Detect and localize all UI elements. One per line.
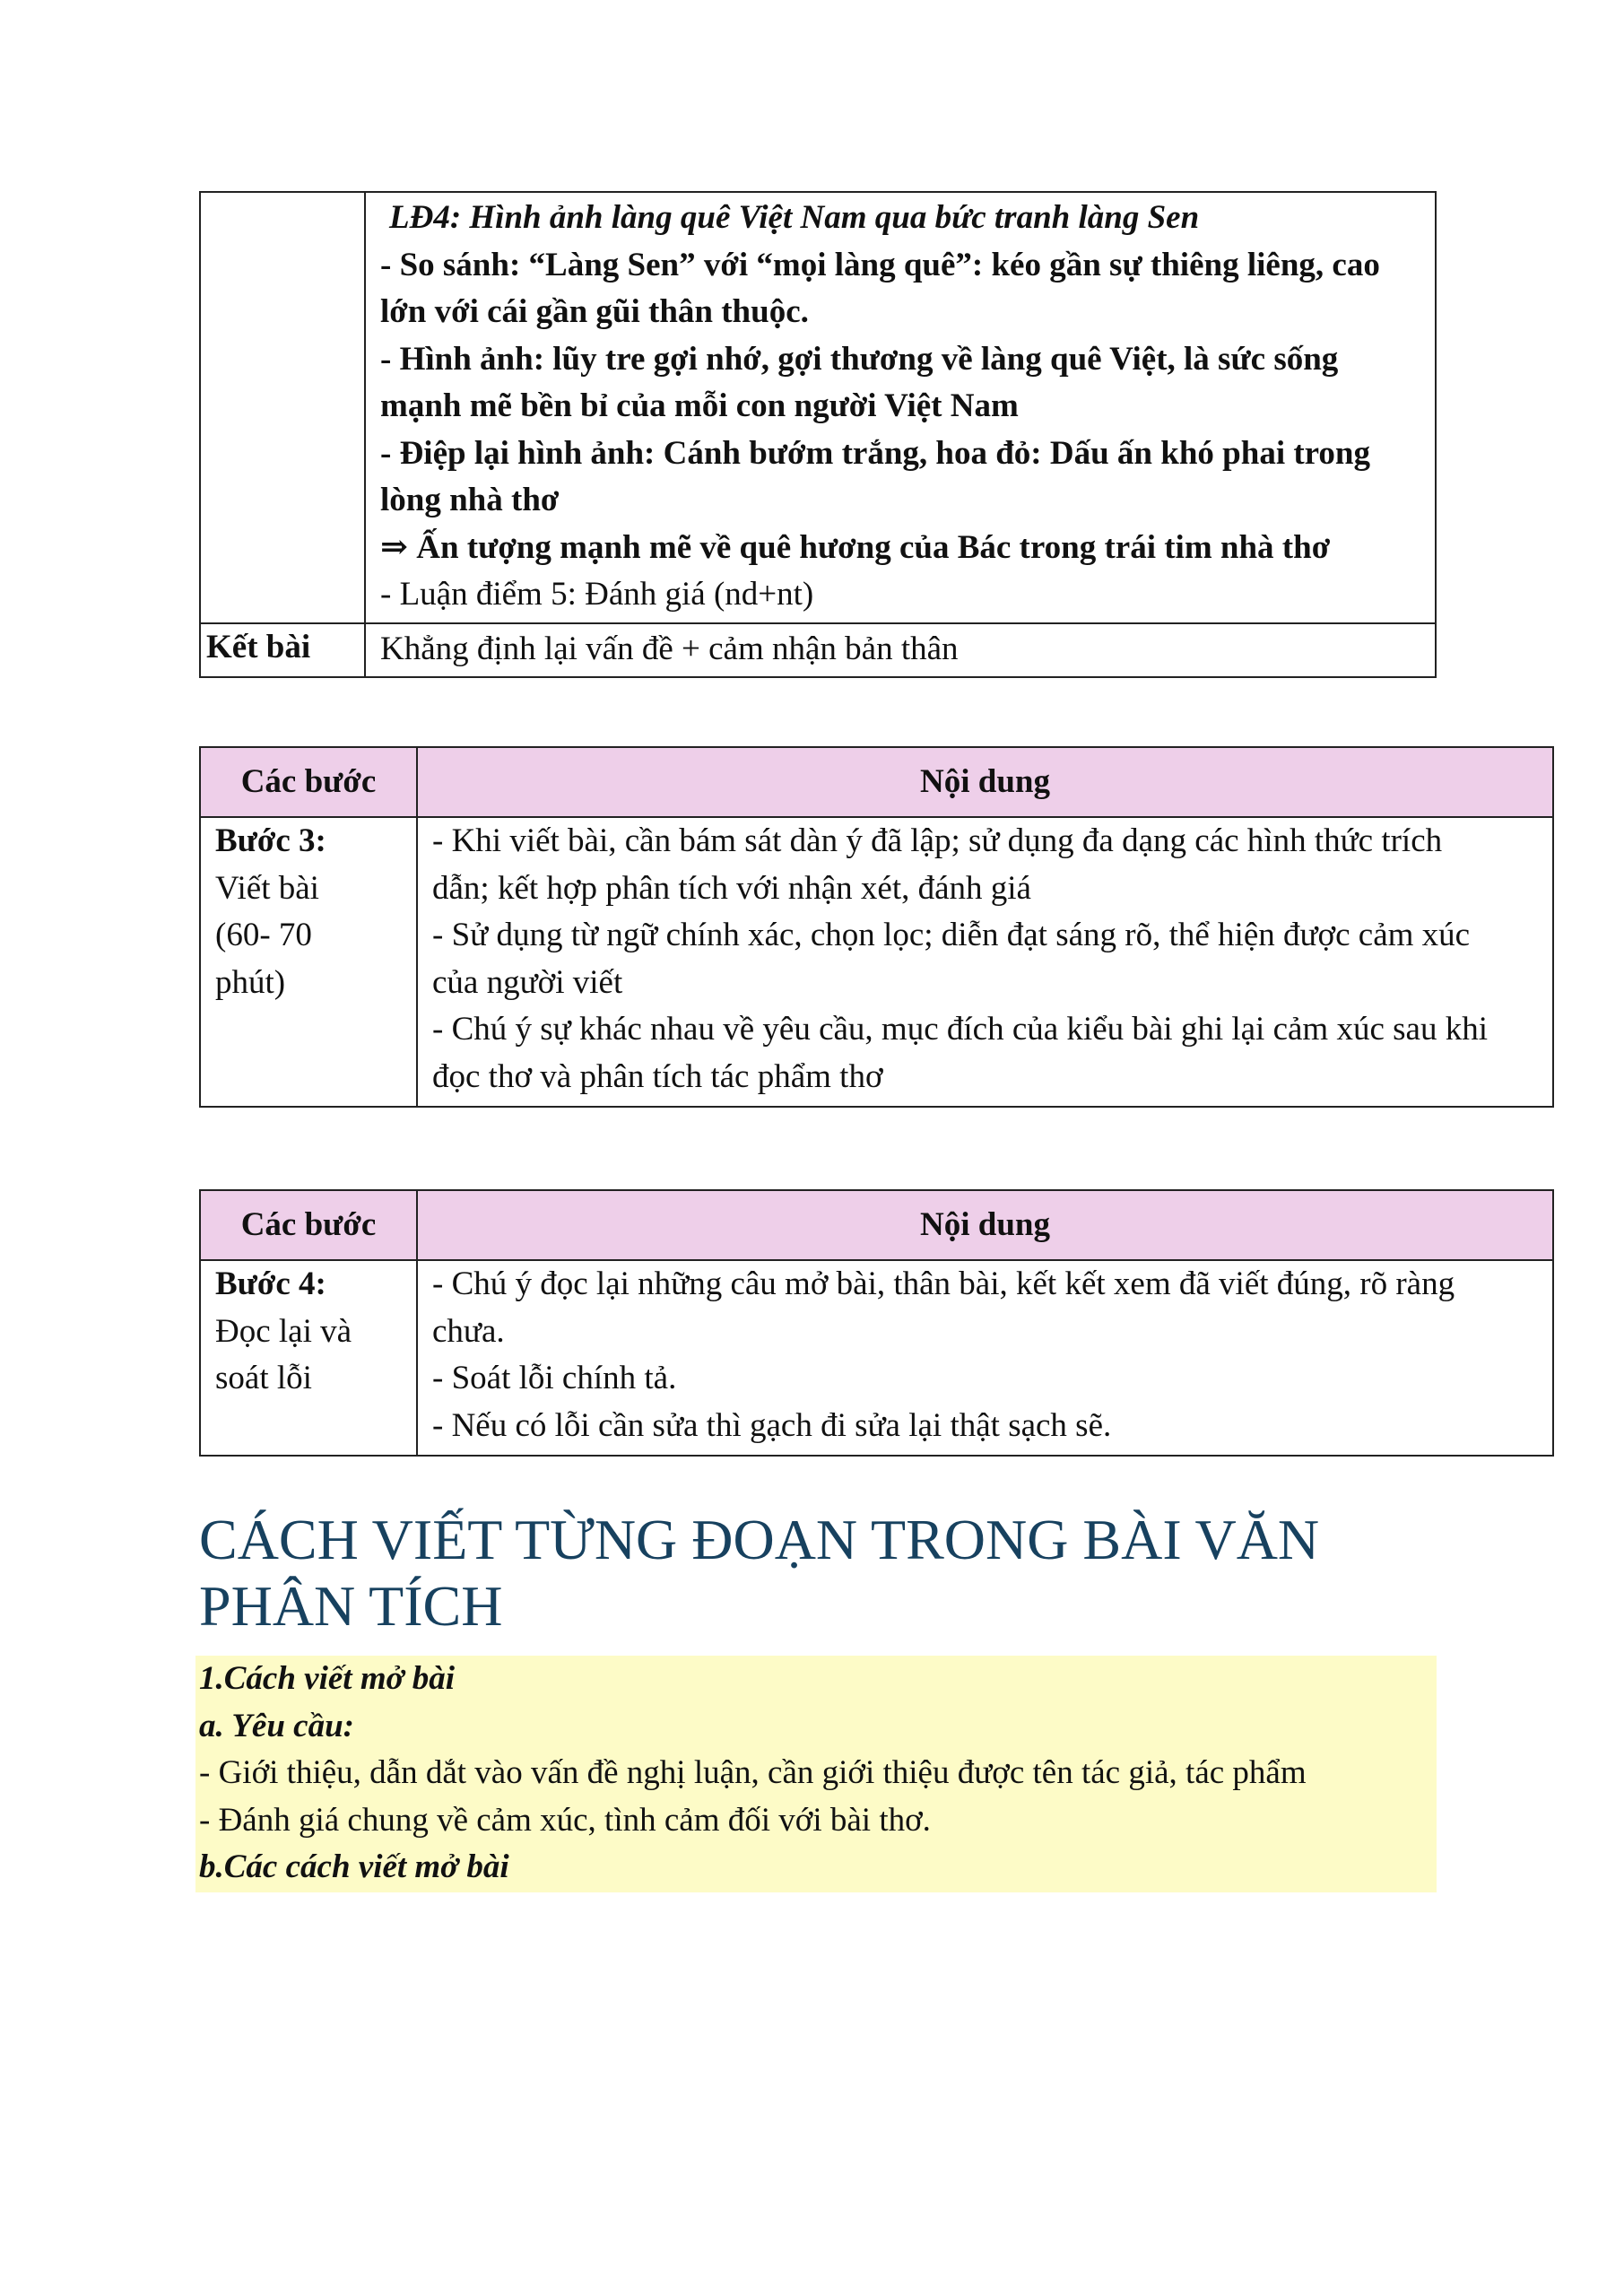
column-header: Các bước xyxy=(200,1190,417,1260)
step-title: Bước 3: xyxy=(215,822,326,859)
outline-table xyxy=(199,191,1437,678)
content-line: - Nếu có lỗi cần sửa thì gạch đi sửa lại thật sạch sẽ. xyxy=(432,1406,1112,1444)
content-line: - Chú ý sự khác nhau về yêu cầu, mục đích của kiểu bài ghi lại cảm xúc sau khi xyxy=(432,1011,1488,1048)
table-row xyxy=(200,623,1436,678)
list-item: - Đánh giá chung về cảm xúc, tình cảm đối với bài thơ. xyxy=(199,1801,931,1839)
argument-title: LĐ4: Hình ảnh làng quê Việt Nam qua bức tranh làng Sen xyxy=(389,199,1200,236)
table-cell-label xyxy=(200,192,365,623)
steps-table-4 xyxy=(199,1189,1554,1457)
step-cell xyxy=(200,817,417,1107)
table-row xyxy=(200,817,1553,1107)
column-header: Nội dung xyxy=(417,1190,1553,1260)
content-cell xyxy=(417,1260,1553,1456)
content-line: - Khi viết bài, cần bám sát dàn ý đã lập; sử dụng đa dạng các hình thức trích xyxy=(432,822,1443,859)
step-title: Bước 4: xyxy=(215,1265,326,1302)
subsection-title: 1.Cách viết mở bài xyxy=(199,1660,455,1697)
step-line: phút) xyxy=(215,963,286,1001)
steps-table-3 xyxy=(199,746,1554,1108)
table-header-row xyxy=(200,1190,1553,1260)
content-line: - So sánh: “Làng Sen” với “mọi làng quê”: kéo gần sự thiêng liêng, cao xyxy=(380,246,1380,283)
step-line: Đọc lại và xyxy=(215,1312,352,1350)
content-line: - Soát lỗi chính tả. xyxy=(432,1360,677,1396)
content-line: dẫn; kết hợp phân tích với nhận xét, đánh giá xyxy=(432,869,1031,907)
content-line: - Chú ý đọc lại những câu mở bài, thân bài, kết kết xem đã viết đúng, rõ ràng xyxy=(432,1265,1455,1302)
content-line: lớn với cái gần gũi thân thuộc. xyxy=(380,293,809,330)
list-item: - Giới thiệu, dẫn dắt vào vấn đề nghị luận, cần giới thiệu được tên tác giả, tác phẩm xyxy=(199,1754,1307,1791)
heading-line: CÁCH VIẾT TỪNG ĐOẠN TRONG BÀI VĂN xyxy=(199,1508,1320,1571)
highlight-block xyxy=(195,1656,1437,1892)
content-line: - Hình ảnh: lũy tre gợi nhớ, gợi thương về làng quê Việt, là sức sống xyxy=(380,340,1339,378)
content-line: - Luận điểm 5: Đánh giá (nd+nt) xyxy=(380,576,814,613)
content-line: chưa. xyxy=(432,1312,505,1350)
subsection-subtitle: a. Yêu cầu: xyxy=(199,1707,355,1744)
content-line: - Sử dụng từ ngữ chính xác, chọn lọc; diễn đạt sáng rõ, thể hiện được cảm xúc xyxy=(432,917,1471,953)
content-cell xyxy=(417,817,1553,1107)
content-line: đọc thơ và phân tích tác phẩm thơ xyxy=(432,1057,883,1095)
table-row xyxy=(200,1260,1553,1456)
content-line: ⇒ Ấn tượng mạnh mẽ về quê hương của Bác trong trái tim nhà thơ xyxy=(380,528,1331,566)
content-line: lòng nhà thơ xyxy=(380,482,560,518)
column-header: Nội dung xyxy=(417,747,1553,817)
step-cell xyxy=(200,1260,417,1456)
column-header: Các bước xyxy=(200,747,417,817)
table-cell-content: Khẳng định lại vấn đề + cảm nhận bản thân xyxy=(365,623,1436,678)
table-row xyxy=(200,192,1436,623)
section-heading xyxy=(199,1507,1472,1639)
step-line: Viết bài xyxy=(215,869,319,907)
heading-line: PHÂN TÍCH xyxy=(199,1574,503,1638)
content-line: mạnh mẽ bền bỉ của mỗi con người Việt Nam xyxy=(380,387,1019,424)
table-cell-label: Kết bài xyxy=(200,623,365,678)
table-header-row xyxy=(200,747,1553,817)
content-line: của người viết xyxy=(432,963,623,1001)
subsection-subtitle: b.Các cách viết mở bài xyxy=(199,1848,509,1885)
content-line: - Điệp lại hình ảnh: Cánh bướm trắng, hoa đỏ: Dấu ấn khó phai trong xyxy=(380,434,1371,472)
step-line: soát lỗi xyxy=(215,1360,312,1396)
step-line: (60- 70 xyxy=(215,917,312,953)
table-cell-content xyxy=(365,192,1436,623)
